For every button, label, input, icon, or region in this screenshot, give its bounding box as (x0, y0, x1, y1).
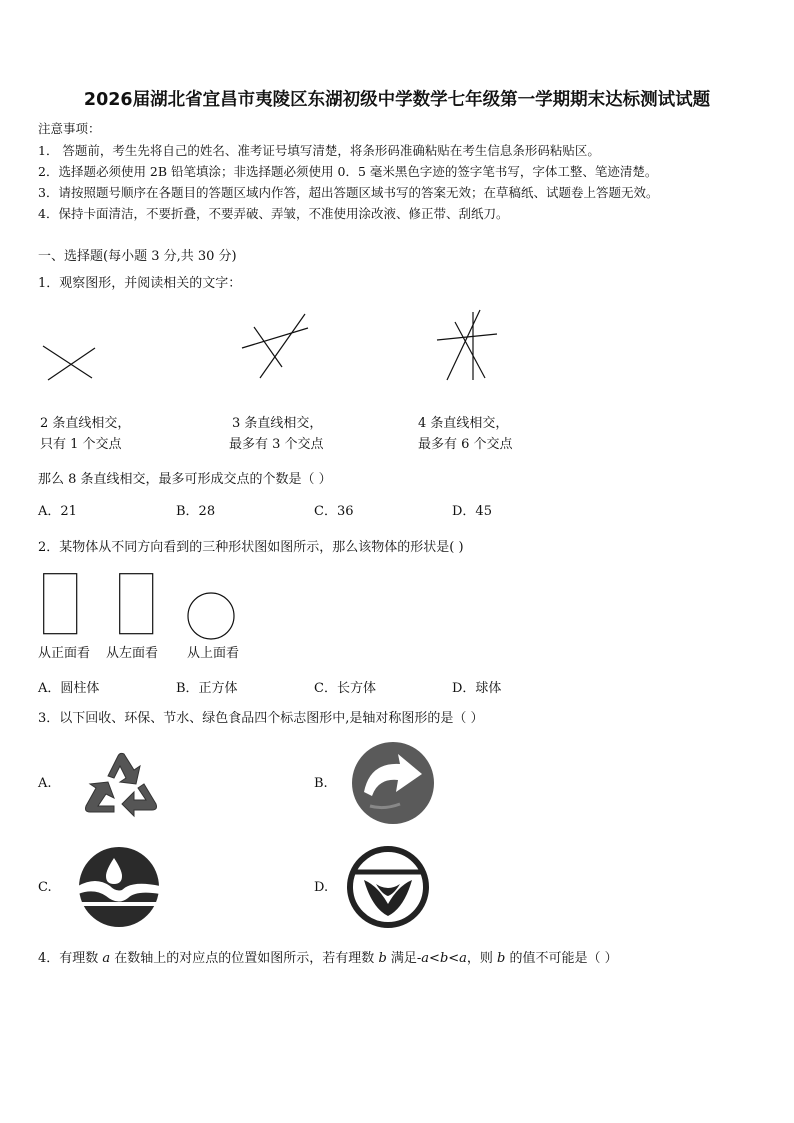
q2-option-c[interactable]: C．长方体 (314, 681, 376, 696)
q3-label-b[interactable]: B. (314, 776, 328, 791)
four-lines-figure (435, 308, 500, 384)
q4-inequality: a<b<a (421, 951, 467, 966)
q2-option-a[interactable]: A．圆柱体 (38, 681, 100, 696)
q1-option-a[interactable]: A．21 (38, 504, 77, 519)
q4-stem (38, 947, 618, 966)
page-title: 2026届湖北省宜昌市夷陵区东湖初级中学数学七年级第一学期期末达标测试试题 (83, 90, 711, 110)
q1-caption-1-line2: 只有 1 个交点 (40, 437, 122, 452)
q2-view-top: 从上面看 (187, 646, 240, 661)
q3-label-c[interactable]: C. (38, 880, 52, 895)
q2-option-d[interactable]: D．球体 (452, 681, 502, 696)
q3-label-a[interactable]: A. (38, 776, 52, 791)
recycle-icon (78, 748, 162, 826)
two-lines-figure (40, 340, 100, 385)
q4-stem-mid1: 在数轴上的对应点的位置如图所示，若有理数 (110, 951, 379, 966)
q1-caption-3-line1: 4 条直线相交， (418, 416, 509, 431)
q1-caption-2-line2: 最多有 3 个交点 (229, 437, 324, 452)
section-heading: 一、选择题(每小题 3 分,共 30 分) (38, 249, 237, 264)
q2-view-front: 从正面看 (38, 646, 91, 661)
front-view-rectangle (43, 573, 79, 635)
q4-var-b: b (378, 951, 387, 966)
q1-caption-1-line1: 2 条直线相交， (40, 416, 131, 431)
q1-option-c[interactable]: C．36 (314, 504, 354, 519)
q3-stem: 3．以下回收、环保、节水、绿色食品四个标志图形中,是轴对称图形的是（ ） (38, 711, 484, 726)
q4-stem-mid2: 满足- (386, 951, 422, 966)
notice-heading: 注意事项： (38, 121, 101, 136)
q2-option-b[interactable]: B．正方体 (176, 681, 238, 696)
water-saving-icon (76, 846, 162, 928)
q1-option-d[interactable]: D．45 (452, 504, 492, 519)
notice-item-3: 3．请按照题号顺序在各题目的答题区域内作答，超出答题区域书写的答案无效；在草稿纸、试题卷上答题无效。 (38, 185, 659, 200)
environment-arrow-icon (350, 740, 436, 826)
notice-item-2: 2．选择题必须使用 2B 铅笔填涂；非选择题必须使用 0．5 毫米黑色字迹的签字笔书写，字体工整、笔迹清楚。 (38, 164, 658, 179)
q4-var-a: a (102, 951, 111, 966)
left-view-rectangle (119, 573, 155, 635)
q3-label-d[interactable]: D. (314, 880, 329, 895)
q2-view-left: 从左面看 (106, 646, 159, 661)
q1-option-b[interactable]: B．28 (176, 504, 216, 519)
notice-item-1: 1． 答题前，考生先将自己的姓名、准考证号填写清楚，将条形码准确粘贴在考生信息条形码粘贴区。 (38, 143, 600, 158)
q1-stem: 1．观察图形，并阅读相关的文字： (38, 276, 242, 291)
q2-stem: 2．某物体从不同方向看到的三种形状图如图所示，那么该物体的形状是( ) (38, 540, 464, 555)
q4-stem-post: 的值不可能是（ ） (505, 951, 618, 966)
q1-caption-3-line2: 最多有 6 个交点 (418, 437, 513, 452)
top-view-circle (187, 592, 237, 642)
q4-stem-pre: 4．有理数 (38, 951, 103, 966)
notice-item-4: 4．保持卡面清洁，不要折叠，不要弄破、弄皱，不准使用涂改液、修正带、刮纸刀。 (38, 206, 509, 221)
three-lines-figure (240, 312, 315, 384)
q4-var-b2: b (497, 951, 506, 966)
green-food-icon (346, 846, 430, 928)
q4-stem-mid3: ，则 (466, 951, 498, 966)
q1-caption-2-line1: 3 条直线相交， (232, 416, 323, 431)
q1-question: 那么 8 条直线相交，最多可形成交点的个数是（ ） (38, 472, 332, 487)
